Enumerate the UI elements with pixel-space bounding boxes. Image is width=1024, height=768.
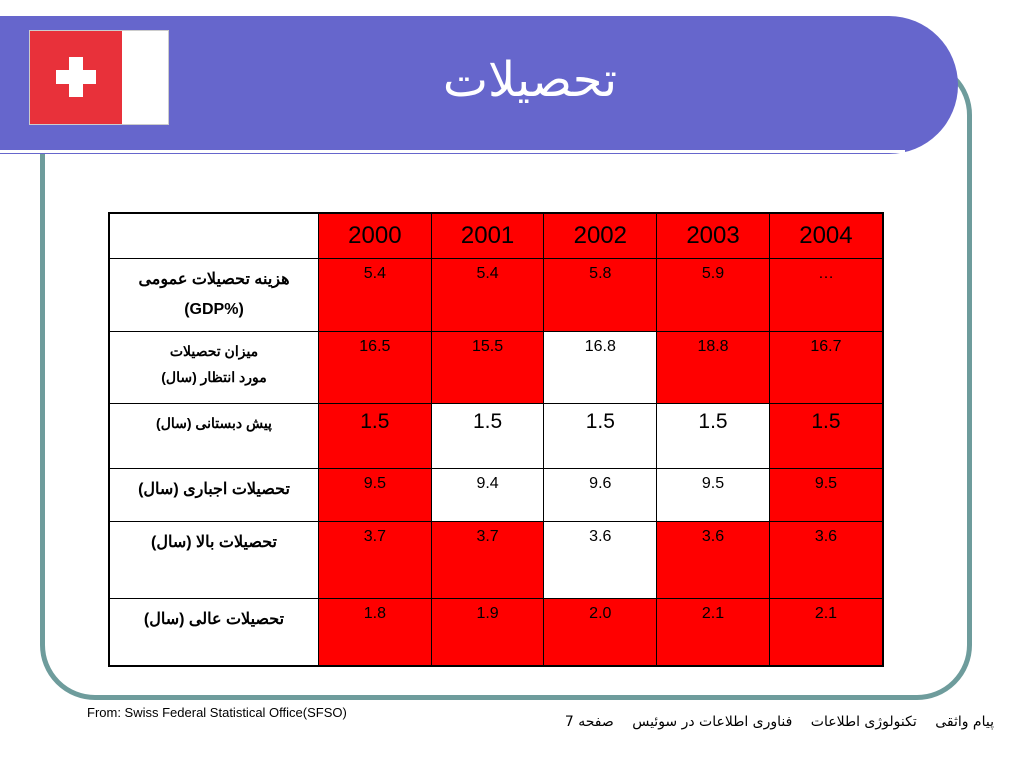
table-cell: 1.5 [431,404,544,469]
year-header-2000: 2000 [319,213,432,259]
row-label-higher-education [109,599,319,667]
row-label-line1: پیش دبستانی (سال) [156,415,272,431]
row-label-compulsory [109,469,319,522]
table-cell: 9.5 [769,469,883,522]
row-label-public-spending [109,259,319,332]
table-cell: 9.5 [319,469,432,522]
row-label-line1: میزان تحصیلات [169,343,259,359]
table-cell: 1.5 [544,404,657,469]
table-cell: 9.5 [657,469,770,522]
table-cell: 2.1 [657,599,770,667]
table-cell: 1.5 [769,404,883,469]
source-note: From: Swiss Federal Statistical Office(SFSO) [87,705,347,720]
row-label-line2: مورد انتظار (سال) [161,369,267,385]
banner-rule [0,150,905,153]
row-label-line1: تحصیلات اجباری (سال) [138,481,290,498]
footer-topic: فناوری اطلاعات در سوئیس [632,714,793,730]
footer-page-number: صفحه 7 [564,714,614,730]
table-cell: 5.4 [319,259,432,332]
table-row [109,599,883,667]
row-label-line1: هزینه تحصیلات عمومی [138,271,290,288]
table-cell: 5.8 [544,259,657,332]
table-row [109,259,883,332]
table-cell: 1.5 [657,404,770,469]
swiss-flag-icon [29,30,169,125]
table-cell: 1.8 [319,599,432,667]
slide-footer [551,714,994,730]
row-label-line1: تحصیلات بالا (سال) [151,534,277,551]
table-cell: 16.5 [319,332,432,404]
education-table [108,212,884,667]
table-cell: 16.7 [769,332,883,404]
table-cell: 2.1 [769,599,883,667]
row-label-line1: تحصیلات عالی (سال) [143,611,285,628]
year-header-2002: 2002 [544,213,657,259]
row-label-preschool [109,404,319,469]
table-row [109,332,883,404]
flag-red-field [30,31,122,124]
table-cell: 3.7 [319,522,432,599]
table-cell: 9.6 [544,469,657,522]
table-cell: 15.5 [431,332,544,404]
table-row [109,404,883,469]
year-header-2003: 2003 [657,213,770,259]
table-row [109,522,883,599]
table-cell: 3.6 [769,522,883,599]
table-cell: 2.0 [544,599,657,667]
year-header-2004: 2004 [769,213,883,259]
table-cell: 5.4 [431,259,544,332]
table-cell: 16.8 [544,332,657,404]
year-header-2001: 2001 [431,213,544,259]
table-cell: … [769,259,883,332]
table-cell: 3.6 [544,522,657,599]
footer-course: تکنولوژی اطلاعات [810,714,917,730]
table-row [109,469,883,522]
table-cell: 3.6 [657,522,770,599]
table-header-row [109,213,883,259]
table-cell: 18.8 [657,332,770,404]
row-label-expected-education [109,332,319,404]
header-corner-cell [109,213,319,259]
table-cell: 3.7 [431,522,544,599]
row-label-line2: (%GDP) [184,301,244,318]
table-cell: 5.9 [657,259,770,332]
table-cell: 9.4 [431,469,544,522]
footer-author: پیام واثقی [935,714,994,730]
table-cell: 1.9 [431,599,544,667]
row-label-upper-secondary [109,522,319,599]
table-cell: 1.5 [319,404,432,469]
slide-title: تحصیلات [442,52,618,108]
flag-cross-vertical [69,57,83,97]
